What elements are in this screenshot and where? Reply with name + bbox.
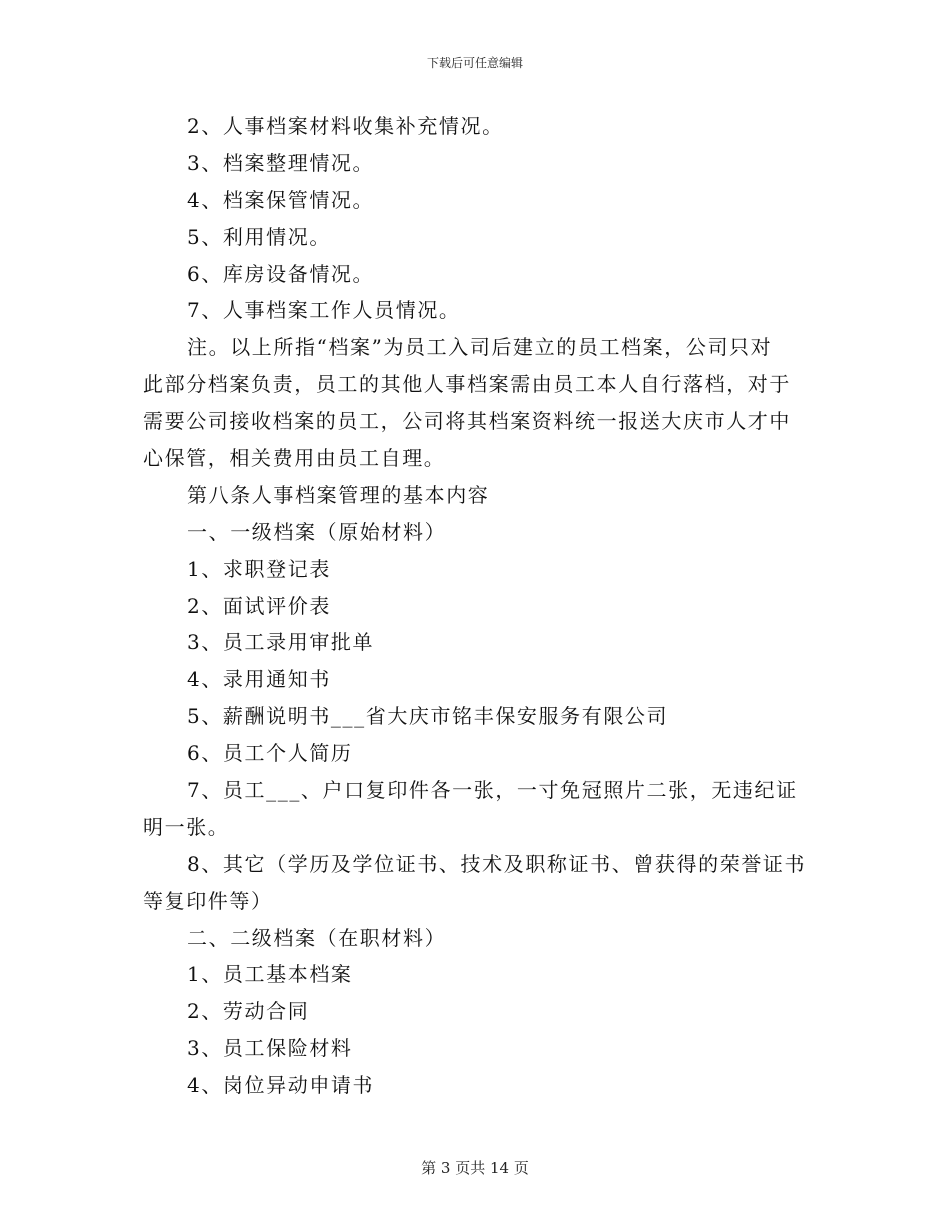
text-line: 注。以上所指“档案”为员工入司后建立的员工档案，公司只对 [187, 335, 773, 360]
text-line: 4、档案保管情况。 [187, 187, 375, 212]
text-line: 2、人事档案材料收集补充情况。 [187, 114, 504, 138]
text-line: 需要公司接收档案的员工，公司将其档案资料统一报送大庆市人才中 [143, 409, 791, 434]
text-line: 第八条人事档案管理的基本内容 [187, 482, 490, 507]
text-line: 8、其它（学历及学位证书、技术及职称证书、曾获得的荣誉证书 [187, 851, 807, 876]
text-line: 5、利用情况。 [187, 224, 331, 249]
text-line: 3、员工录用审批单 [187, 630, 375, 655]
text-line: 一、一级档案（原始材料） [187, 519, 447, 544]
text-line: 4、岗位异动申请书 [187, 1073, 375, 1098]
text-line: 7、人事档案工作人员情况。 [187, 298, 461, 323]
text-line: 6、库房设备情况。 [187, 261, 375, 286]
page-header: 下载后可任意编辑 [426, 56, 523, 70]
page-footer: 第 3 页共 14 页 [421, 1159, 529, 1177]
text-line: 此部分档案负责，员工的其他人事档案需由员工本人自行落档，对于 [143, 372, 791, 397]
text-line: 等复印件等） [143, 888, 273, 913]
text-line: 2、劳动合同 [187, 999, 310, 1024]
text-line: 1、求职登记表 [187, 556, 331, 581]
text-line: 5、薪酬说明书___省大庆市铭丰保安服务有限公司 [187, 704, 669, 729]
document-body [143, 108, 807, 1104]
text-line: 7、员工___、户口复印件各一张，一寸免冠照片二张，无违纪证 [187, 778, 798, 803]
text-line: 2、面试评价表 [187, 593, 331, 618]
text-line: 3、员工保险材料 [187, 1036, 353, 1061]
text-line: 3、档案整理情况。 [187, 150, 375, 175]
text-line: 4、录用通知书 [187, 667, 331, 692]
text-line: 心保管，相关费用由员工自理。 [143, 446, 446, 471]
text-line: 明一张。 [143, 814, 230, 839]
text-line: 6、员工个人简历 [187, 741, 353, 766]
text-line: 1、员工基本档案 [187, 962, 353, 987]
text-line: 二、二级档案（在职材料） [187, 925, 447, 950]
